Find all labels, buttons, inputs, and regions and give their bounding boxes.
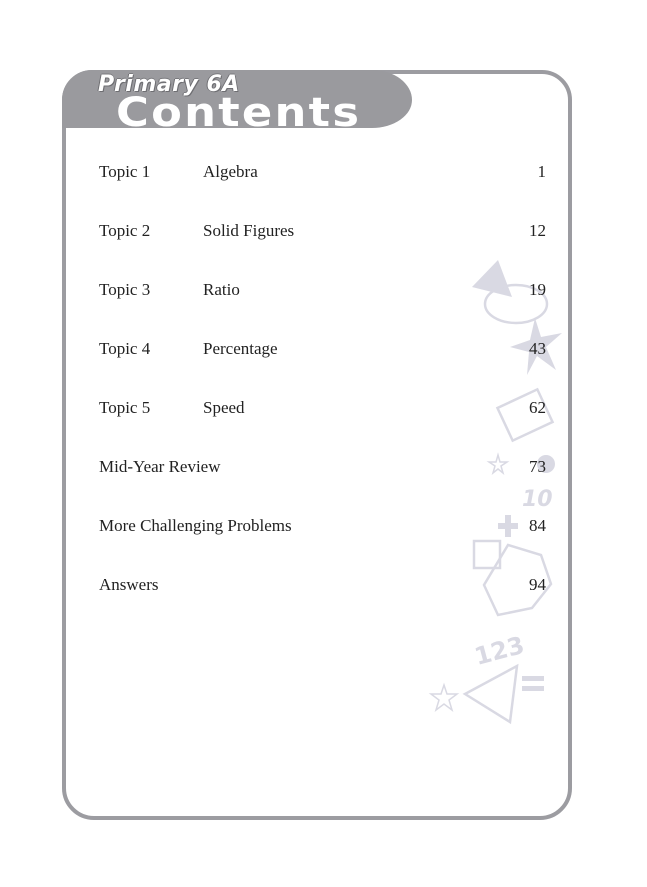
section-title: Mid-Year Review xyxy=(99,457,221,476)
star-outline-icon xyxy=(431,685,457,710)
number-10-deco: 10 xyxy=(522,487,553,512)
page-number: 73 xyxy=(529,457,546,476)
toc-entry-more-challenging-problems[interactable] xyxy=(99,516,546,540)
page-number: 1 xyxy=(537,162,546,181)
toc-entry-answers[interactable] xyxy=(99,575,546,599)
topic-label: Topic 5 xyxy=(99,398,151,417)
number-123-deco: 123 xyxy=(471,630,528,671)
topic-label: Topic 2 xyxy=(99,221,151,240)
topic-label: Topic 1 xyxy=(99,162,151,181)
page-number: 84 xyxy=(529,516,546,535)
page-number: 43 xyxy=(529,339,546,358)
triangle-outline-icon xyxy=(465,666,517,722)
topic-label: Topic 3 xyxy=(99,280,151,299)
book-subtitle: Primary 6A xyxy=(98,72,240,97)
page-title: Contents xyxy=(116,93,362,127)
toc-entry-topic-3[interactable] xyxy=(99,280,546,304)
page-number: 19 xyxy=(529,280,546,299)
topic-title: Solid Figures xyxy=(203,221,295,240)
toc-entry-topic-1[interactable] xyxy=(99,162,546,186)
section-title: More Challenging Problems xyxy=(99,516,292,535)
page-number: 62 xyxy=(529,398,546,417)
toc-entry-topic-5[interactable] xyxy=(99,398,546,422)
section-title: Answers xyxy=(99,575,159,594)
equals-icon-bottom xyxy=(522,686,544,691)
topic-title: Ratio xyxy=(203,280,240,299)
topic-title: Percentage xyxy=(203,339,278,358)
toc-entry-topic-2[interactable] xyxy=(99,221,546,245)
toc-entry-mid-year-review[interactable] xyxy=(99,457,546,481)
topic-label: Topic 4 xyxy=(99,339,151,358)
page-number: 94 xyxy=(529,575,546,594)
topic-title: Algebra xyxy=(203,162,258,181)
topic-title: Speed xyxy=(203,398,245,417)
toc-entry-topic-4[interactable] xyxy=(99,339,546,363)
page-number: 12 xyxy=(529,221,546,240)
equals-icon-top xyxy=(522,676,544,681)
